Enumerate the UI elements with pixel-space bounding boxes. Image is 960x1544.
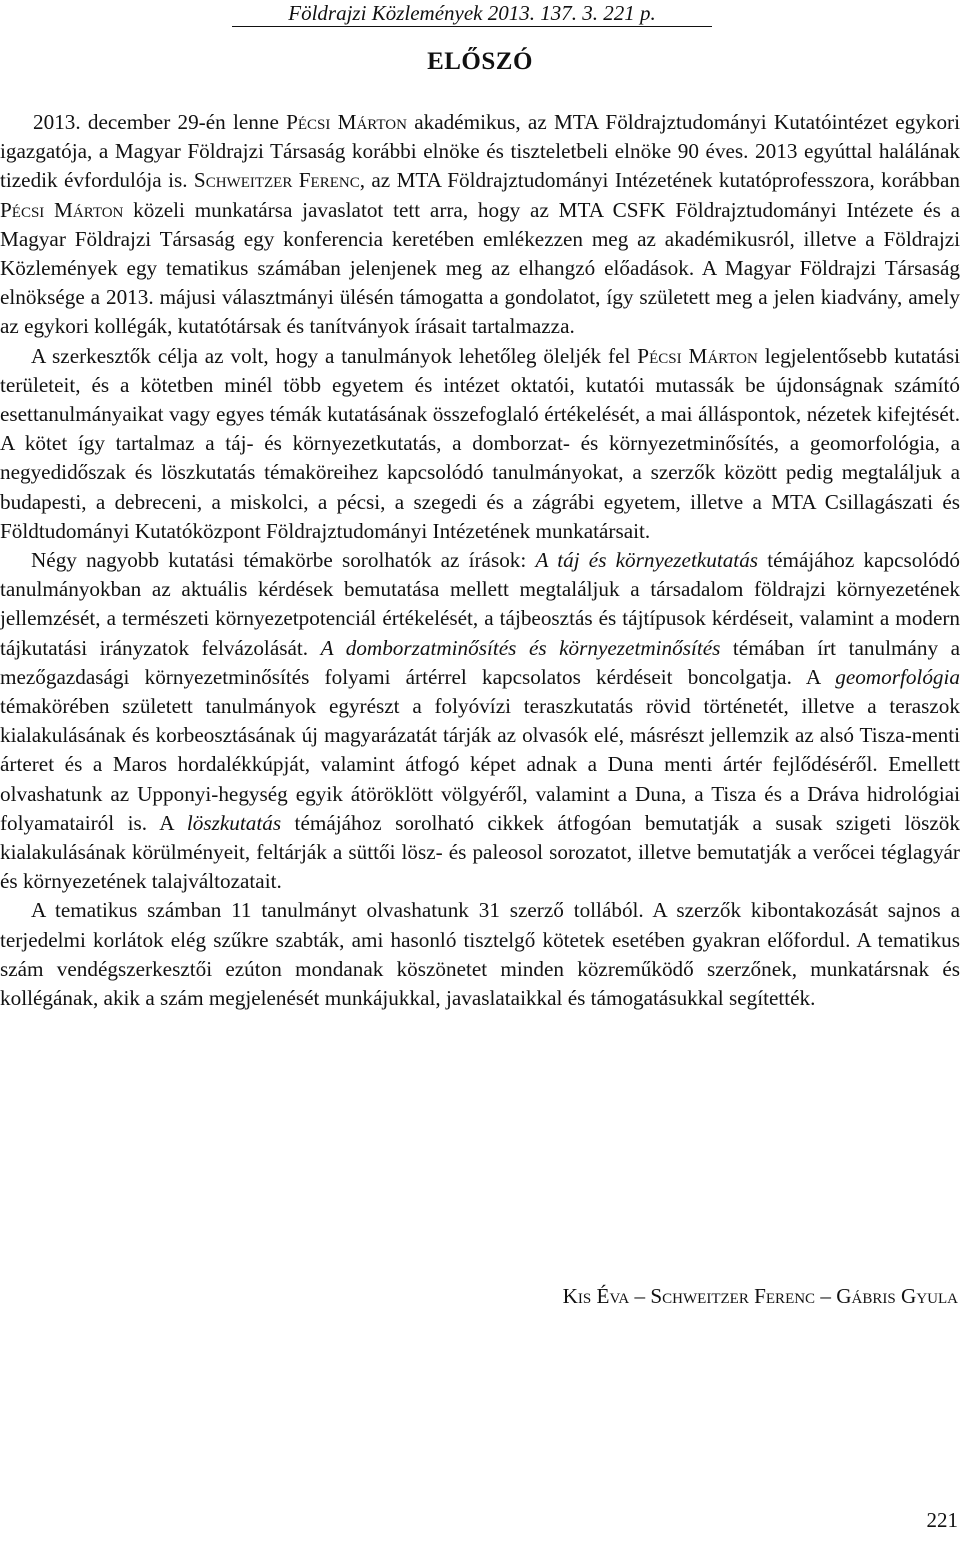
header-rule: [232, 26, 712, 27]
paragraph-4: [0, 896, 960, 1013]
topic-relief-evaluation: A domborzatminősítés és környezetminősítés: [320, 635, 721, 660]
running-header: Földrajzi Közlemények 2013. 137. 3. 221 p.: [288, 1, 656, 25]
preface-body: [0, 108, 960, 1013]
paragraph-3-text-e: témában írt tanulmány a mezőgazdasági környezetminősítés folyami ártérrel kapcsolatos kérdéseit boncolgatja. A: [0, 635, 960, 689]
paragraph-2-text-a: A szerkesztők célja az volt, hogy a tanulmányok lehetőleg öleljék fel: [31, 343, 638, 368]
page-number: 221: [926, 1508, 958, 1532]
paragraph-3-text-c: témájához kapcsolódó tanulmányokban az aktuális kérdések bemutatása mellett megtaláljuk a társadalom földrajzi környezetének jellemzését, a természeti környezetpotenciál értékelését, a tájbeosztás és tájtípusok kérdéseit, valamint a modern tájkutatási irányzatok felvázolását.: [0, 548, 960, 660]
author-name-pecsi: Pécsi Márton: [0, 197, 124, 222]
author-name-schweitzer: Schweitzer Ferenc: [193, 168, 360, 193]
topic-landscape: A táj és környezetkutatás: [535, 548, 759, 573]
paragraph-1-text-g: közeli munkatársa javaslatot tett arra, hogy az MTA CSFK Földrajztudományi Intézete és a Magyar Földrajzi Társaság egy konferencia keretében emlékezzen meg az akadémikusról, illetve a Földrajzi Közlemények egy tematikus számában jelenjenek meg az elhangzó előadások. A Magyar Földrajzi Társaság elnöksége a 2013. májusi választmányi ülésén támogatta a gondolatot, így született meg a jelen kiadvány, amely az egykori kollégák, kutatótársak és tanítványok írásait tartalmazza.: [0, 197, 960, 339]
paragraph-2-text-c: legjelentősebb kutatási területeit, és a kötetben minél több egyetem és intézet oktatói, kutatói mutassák be újdonságnak számító esettanulmányaikat vagy egyes témák kutatásának összefoglaló értékelését, a mai álláspontok, nézetek kifejtését. A kötet így tartalmaz a táj- és környezetkutatás, a domborzat- és környezetminősítés, a geomorfológia, a negyedidőszak és löszkutatás témaköreihez kapcsolódó tanulmányokat, a szerzők között pedig megtaláljuk a budapesti, a debreceni, a miskolci, a pécsi, a szegedi és a zágrábi egyetem, illetve a MTA Csillagászati és Földtudományi Kutatóközpont Földrajztudományi Intézetének munkatársait.: [0, 343, 960, 543]
paragraph-1-text-c: akadémikus, az MTA Földrajztudományi Kutatóintézet egykori igazgatója, a Magyar Földrajzi Társaság korábbi elnöke és tiszteletbeli elnöke 90 éves. 2013 egyúttal halálának tizedik évfordulója is.: [0, 110, 960, 193]
paragraph-3-text-a: Négy nagyobb kutatási témakörbe sorolhatók az írások:: [31, 548, 536, 573]
topic-geomorphology: geomorfológia: [835, 664, 960, 689]
signature: Kis Éva – Schweitzer Ferenc – Gábris Gyula: [562, 1284, 958, 1308]
paragraph-2: [0, 342, 960, 546]
page-title: ELŐSZÓ: [427, 48, 533, 75]
paragraph-4-text: A tematikus számban 11 tanulmányt olvashatunk 31 szerző tollából. A szerzők kibontakozását sajnos a terjedelmi korlátok elég szűkre szabták, ami hasonló tisztelgő kötetek esetében gyakran előfordul. A tematikus szám vendégszerkesztői ezúton mondanak köszönetet minden közreműködő szerzőnek, munkatársnak és kollégának, akik a szám megjelenését munkájukkal, javaslataikkal és támogatásukkal segítették.: [0, 898, 960, 1011]
topic-loess-research: löszkutatás: [186, 810, 282, 835]
paragraph-1-text-e: , az MTA Földrajztudományi Intézetének kutatóprofesszora, korábban: [359, 168, 960, 193]
paragraph-3: [0, 546, 960, 896]
paragraph-3-text-g: témakörében született tanulmányok egyrészt a folyóvízi teraszkutatás rövid történetét, illetve a teraszok kialakulásának és korbeosztásának új magyarázatát tárják az olvasók elé, másrészt jellemzik az alsó Tisza-menti árteret és a Maros hordalékkúpját, valamint átfogó képet adnak a Duna menti ártér fejlődéséről. Emellett olvashatunk az Upponyi-hegység egyik átöröklött völgyéről, valamint a Duna, a Tisza és a Dráva hidrológiai folyamatairól is. A: [0, 694, 960, 835]
author-name-pecsi: Pécsi Márton: [637, 343, 758, 368]
paragraph-1-text-a: 2013. december 29-én lenne: [33, 110, 287, 134]
author-name-pecsi: Pécsi Márton: [286, 110, 407, 134]
paragraph-3-text-i: témájához sorolható cikkek átfogóan bemutatják a susak szigeti löszök kialakulásának körülményeit, feltárják a süttői lösz- és paleosol sorozatot, illetve bemutatják a verőcei téglagyár és környezetének talajváltozatait.: [0, 810, 960, 894]
paragraph-1: [0, 108, 960, 342]
